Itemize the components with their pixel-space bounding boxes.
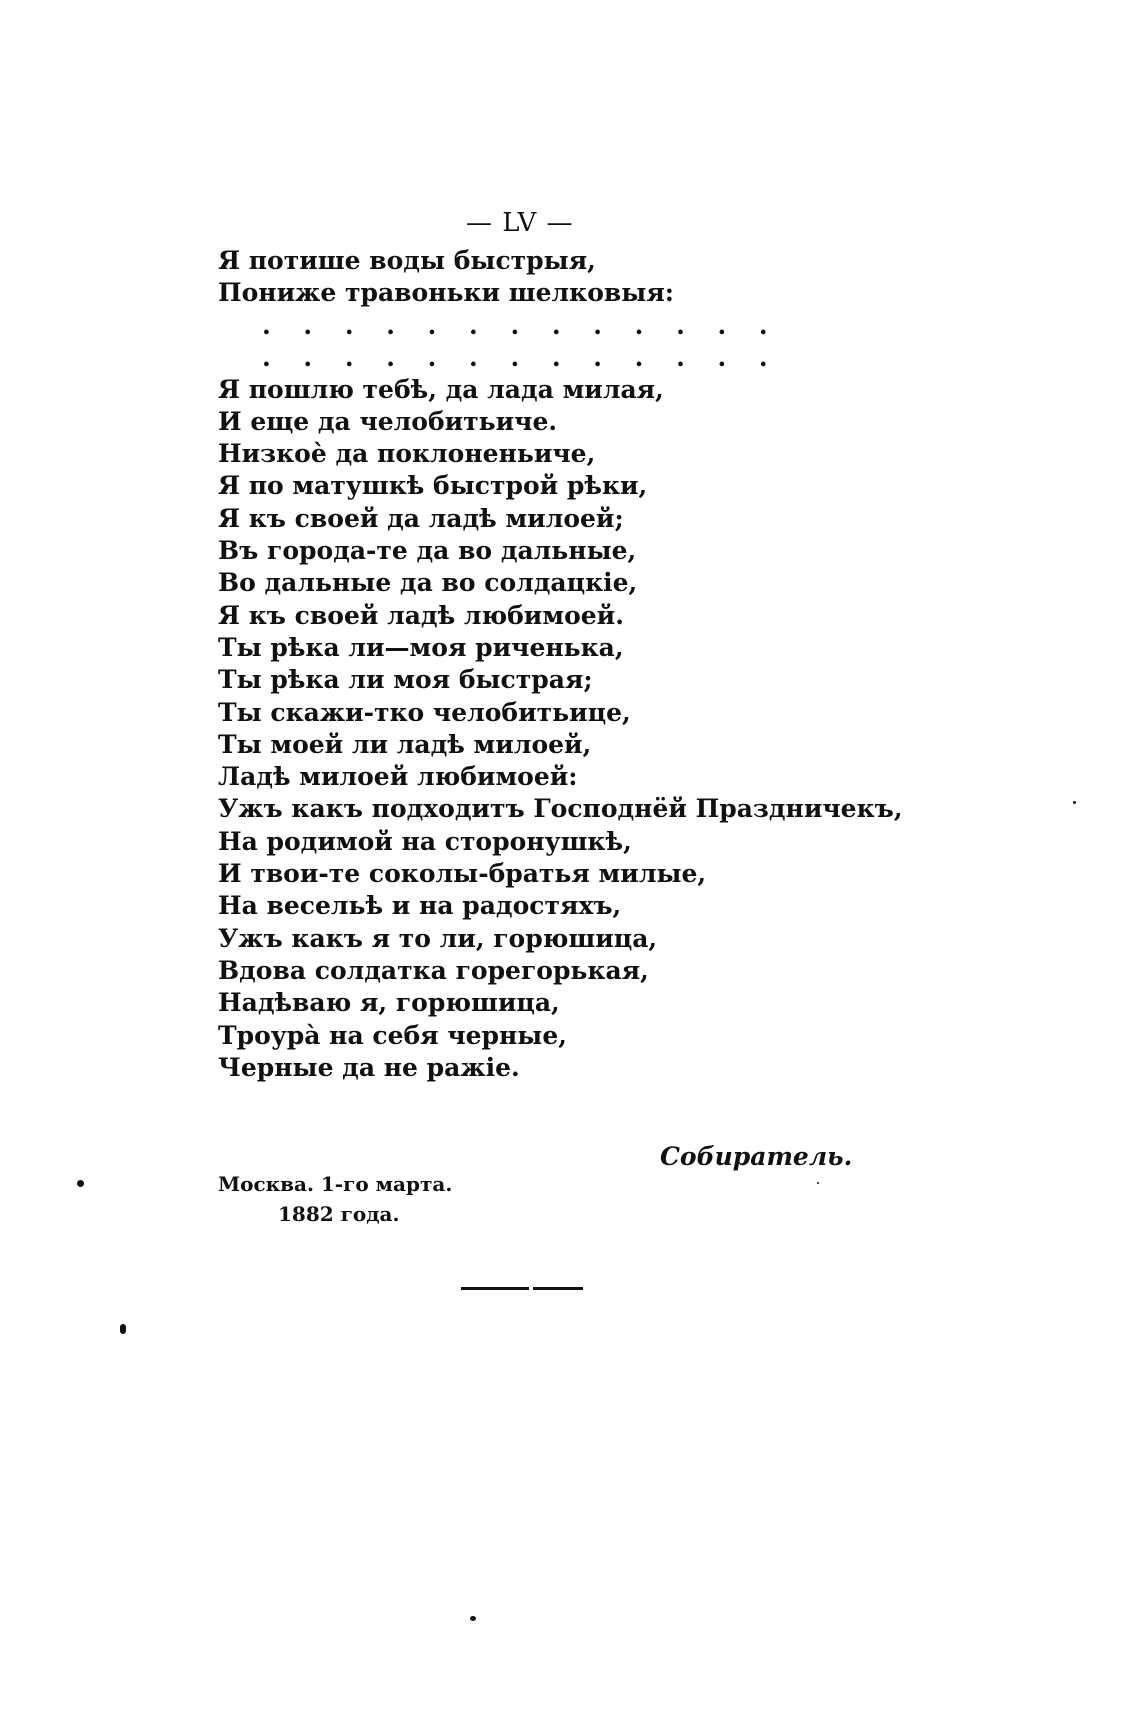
closing-rule-left [461,1287,529,1290]
closing-rule-right [533,1287,583,1290]
poem-line: Троурà на себя черные, [218,1020,567,1050]
poem-line: Ладѣ милоей любимоей: [218,762,578,792]
poem-line: Вдова солдатка горегорькая, [218,955,649,985]
ellipsis-line: . . . . . . . . . . . . . [262,342,780,372]
scan-speck [470,1616,476,1621]
poem-line: Черные да не ражіе. [218,1052,520,1082]
page-number: — LV — [466,208,574,238]
poem-line: Въ города-те да во дальные, [218,536,637,566]
poem-line: Ты моей ли ладѣ милоей, [218,729,592,759]
poem-line: Ты рѣка ли моя быстрая; [218,665,593,695]
scan-speck [77,1180,84,1187]
poem-line: На весельѣ и на радостяхъ, [218,891,622,921]
poem-line: Ты рѣка ли—моя риченька, [218,632,624,662]
poem-line: Я потише воды быстрыя, [218,246,596,275]
poem-line: И твои-те соколы-братья милые, [218,859,707,889]
poem-line: На родимой на сторонушкѣ, [218,826,632,856]
scan-speck [120,1324,126,1334]
scan-speck [817,1182,819,1184]
poem-line: Я къ своей да ладѣ милоей; [218,503,624,533]
signature: Собиратель. [660,1142,853,1171]
poem-line: Я пошлю тебѣ, да лада милая, [218,374,664,404]
poem-line: Надѣваю я, горюшица, [218,988,560,1018]
poem-line: Пониже травоньки шелковыя: [218,278,675,308]
poem [218,245,903,1084]
poem-line: Я къ своей ладѣ любимоей. [218,600,624,630]
poem-line: Ужъ какъ я то ли, горюшица, [218,923,658,953]
poem-line: И еще да челобитьиче. [218,406,558,436]
poem-line: Низкоѐ да поклоненьиче, [218,439,596,469]
dateline-place-date: Москва. 1-го марта. [218,1172,453,1196]
poem-line: Ты скажи-тко челобитьице, [218,697,631,727]
poem-line: Я по матушкѣ быстрой рѣки, [218,471,648,501]
ellipsis-line: . . . . . . . . . . . . . [262,310,780,340]
dateline-year: 1882 года. [278,1202,400,1226]
poem-line: Ужъ какъ подходитъ Господнёй Праздничекъ, [218,794,903,824]
poem-line: Во дальные да во солдацкіе, [218,568,638,598]
scan-speck [1073,801,1076,804]
